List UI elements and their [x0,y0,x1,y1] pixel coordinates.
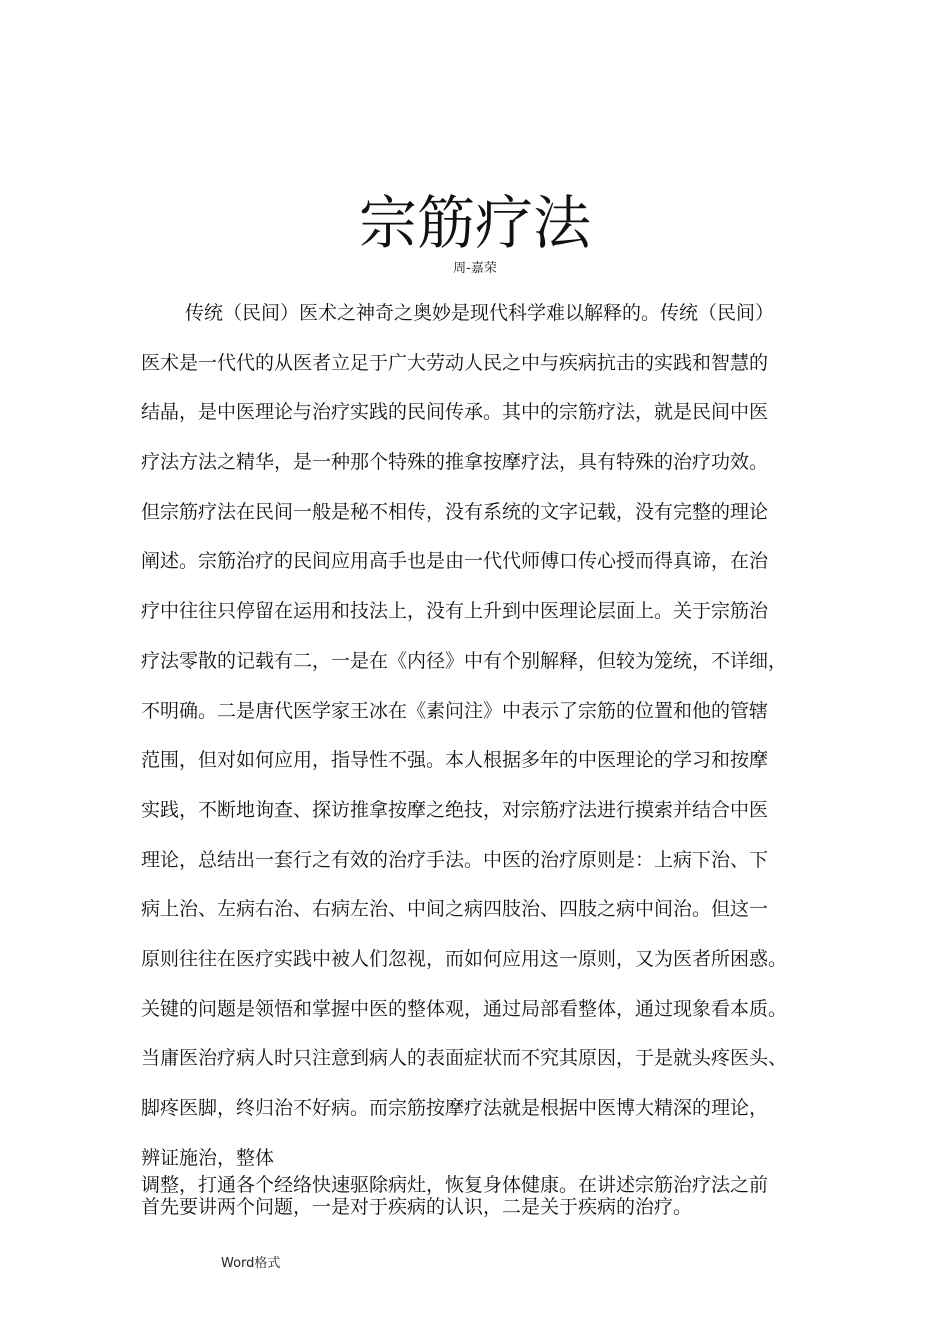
text-line: 范围，但对如何应用，指导性不强。本人根据多年的中医理论的学习和按摩 [141,749,769,772]
text-line: 脚疼医脚，终归治不好病。而宗筋按摩疗法就是根据中医博大精深的理论， [141,1097,769,1119]
text-line: 首先要讲两个问题，一是对于疾病的认识，二是关于疾病的治疗。 [141,1196,693,1218]
text-line: 医术是一代代的从医者立足于广大劳动人民之中与疾病抗击的实践和智慧的 [141,351,769,374]
text-line: 调整，打通各个经络快速驱除病灶，恢复身体健康。在讲述宗筋治疗法之前 [141,1174,769,1196]
text-line: 实践，不断地询查、探访推拿按摩之绝技，对宗筋疗法进行摸索并结合中医 [141,798,769,821]
text-line: 结晶，是中医理论与治疗实践的民间传承。其中的宗筋疗法，就是民间中医 [141,401,769,424]
text-line: 病上治、左病右治、右病左治、中间之病四肢治、四肢之病中间治。但这一 [141,898,769,921]
text-line: 理论，总结出一套行之有效的治疗手法。中医的治疗原则是：上病下治、下 [141,848,769,871]
text-line: 原则往往在医疗实践中被人们忽视，而如何应用这一原则，又为医者所困惑。 [141,947,788,970]
text-line: 当庸医治疗病人时只注意到病人的表面症状而不究其原因，于是就头疼医头、 [141,1047,788,1070]
document-author: 周-嘉荣 [453,261,497,276]
text-line: 阐述。宗筋治疗的民间应用高手也是由一代代师傅口传心授而得真谛，在治 [141,550,769,573]
text-line: 疗法方法之精华，是一种那个特殊的推拿按摩疗法，具有特殊的治疗功效。 [141,451,769,474]
text-line: 传统（民间）医术之神奇之奥妙是现代科学难以解释的。传统（民间） [185,302,775,324]
body-paragraph-tail [141,1174,831,1218]
text-line: 疗中往往只停留在运用和技法上，没有上升到中医理论层面上。关于宗筋治 [141,600,769,623]
text-line: 不明确。二是唐代医学家王冰在《素问注》中表示了宗筋的位置和他的管辖 [141,699,769,722]
text-line: 疗法零散的记载有二，一是在《内径》中有个别解释，但较为笼统，不详细， [141,649,788,672]
text-line: 辨证施治，整体 [141,1146,275,1169]
document-title: 宗筋疗法 [358,188,591,257]
text-line: 但宗筋疗法在民间一般是秘不相传，没有系统的文字记载，没有完整的理论 [141,500,769,523]
text-line: 关键的问题是领悟和掌握中医的整体观，通过局部看整体，通过现象看本质。 [141,997,788,1020]
page-footer: Word格式 [221,1256,281,1271]
body-paragraph [141,289,831,1183]
